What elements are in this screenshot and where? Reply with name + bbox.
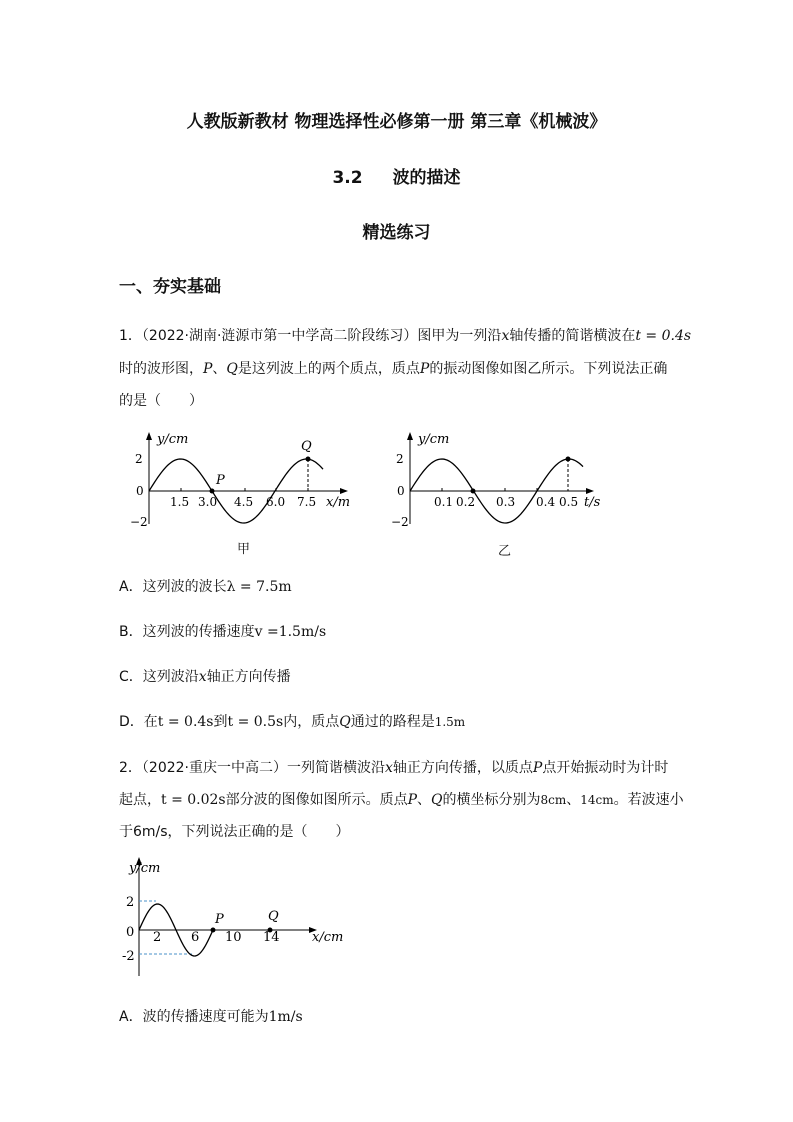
t-axis-arrow (586, 488, 594, 494)
y-tick-label: −2 (130, 515, 148, 528)
zero-crossing-marker (471, 489, 476, 494)
peak-marker (566, 457, 571, 462)
point-p-label: P (216, 473, 225, 488)
x-axis-arrow (340, 488, 348, 494)
y-tick-label: −2 (391, 515, 409, 528)
point-p-marker (211, 928, 216, 933)
x-tick-label: 10 (225, 930, 242, 945)
y-tick-label: 0 (126, 925, 135, 940)
q2-stem-line1: 2．（2022·重庆一中高二）一列简谐横波沿x轴正方向传播，以质点P点开始振动时为计时 (119, 760, 669, 776)
y-axis-arrow (146, 432, 152, 440)
figure-jia-caption: 甲 (237, 542, 251, 557)
point-p-marker (210, 489, 215, 494)
q2-option-a: A．波的传播速度可能为1m/s (119, 1009, 303, 1025)
x-tick-label: 6 (191, 930, 200, 945)
t-tick-label: 0.5 (559, 495, 579, 509)
x-tick-label: 14 (263, 930, 280, 945)
q1-stem-line1: 1．（2022·湖南·涟源市第一中学高二阶段练习）图甲为一列沿x轴传播的简谐横波在t = 0.4s (119, 328, 692, 344)
q1-option-d: D．在t = 0.4s到t = 0.5s内，质点Q通过的路程是1.5m (119, 714, 466, 730)
y-tick-label: 2 (396, 452, 404, 466)
x-axis-label: x/cm (312, 930, 344, 945)
q2-stem-line2: 起点，t = 0.02s部分波的图像如图所示。质点P、Q的横坐标分别为8cm、14cm。若波速小 (119, 792, 684, 808)
y-axis-label: y/cm (157, 432, 189, 447)
point-q-label: Q (268, 909, 279, 924)
x-tick-label: 4.5 (234, 495, 254, 509)
t-axis-label: t/s (584, 495, 601, 510)
q2-stem-line3: 于6m/s，下列说法正确的是（ ） (119, 824, 350, 840)
y-axis-label: y/cm (418, 432, 450, 447)
q1-option-b: B．这列波的传播速度v =1.5m/s (119, 624, 327, 640)
y-tick-label: 2 (135, 452, 143, 466)
y-axis-label: y/cm (129, 861, 161, 876)
x-axis-label: x/m (326, 495, 351, 510)
t-tick-label: 0.1 (434, 495, 454, 509)
section-number: 3.2 (332, 168, 363, 188)
q1-stem-line3: 的是（ ） (119, 393, 203, 409)
y-tick-label: 0 (397, 484, 405, 498)
y-tick-label: 2 (126, 895, 135, 910)
figure-yi (390, 428, 620, 528)
document-title: 人教版新教材 物理选择性必修第一册 第三章《机械波》 (186, 112, 607, 132)
figure-q2 (112, 852, 362, 982)
q1-stem-line2: 时的波形图，P、Q是这列波上的两个质点，质点P的振动图像如图乙所示。下列说法正确 (119, 361, 668, 377)
x-tick-label: 1.5 (170, 495, 190, 509)
point-p-label: P (215, 912, 224, 927)
section-name: 波的描述 (392, 168, 461, 188)
t-tick-label: 0.4 (536, 495, 556, 509)
y-tick-label: 0 (136, 484, 144, 498)
point-q-marker (306, 457, 311, 462)
x-tick-label: 3.0 (198, 495, 218, 509)
figure-yi-caption: 乙 (498, 544, 512, 559)
x-tick-label: 7.5 (297, 495, 317, 509)
section-title (0, 163, 793, 188)
document-subtitle: 精选练习 (362, 223, 431, 243)
part-heading: 一、夯实基础 (119, 277, 221, 297)
q1-option-c: C．这列波沿x轴正方向传播 (119, 669, 291, 685)
t-tick-label: 0.2 (456, 495, 476, 509)
t-tick-label: 0.3 (496, 495, 516, 509)
figure-jia (130, 428, 360, 528)
point-q-label: Q (301, 439, 312, 454)
y-axis-arrow (407, 432, 413, 440)
q1-option-a: A．这列波的波长λ = 7.5m (119, 579, 292, 595)
y-tick-label: -2 (122, 949, 135, 964)
x-tick-label: 2 (153, 930, 162, 945)
x-tick-label: 6.0 (266, 495, 286, 509)
